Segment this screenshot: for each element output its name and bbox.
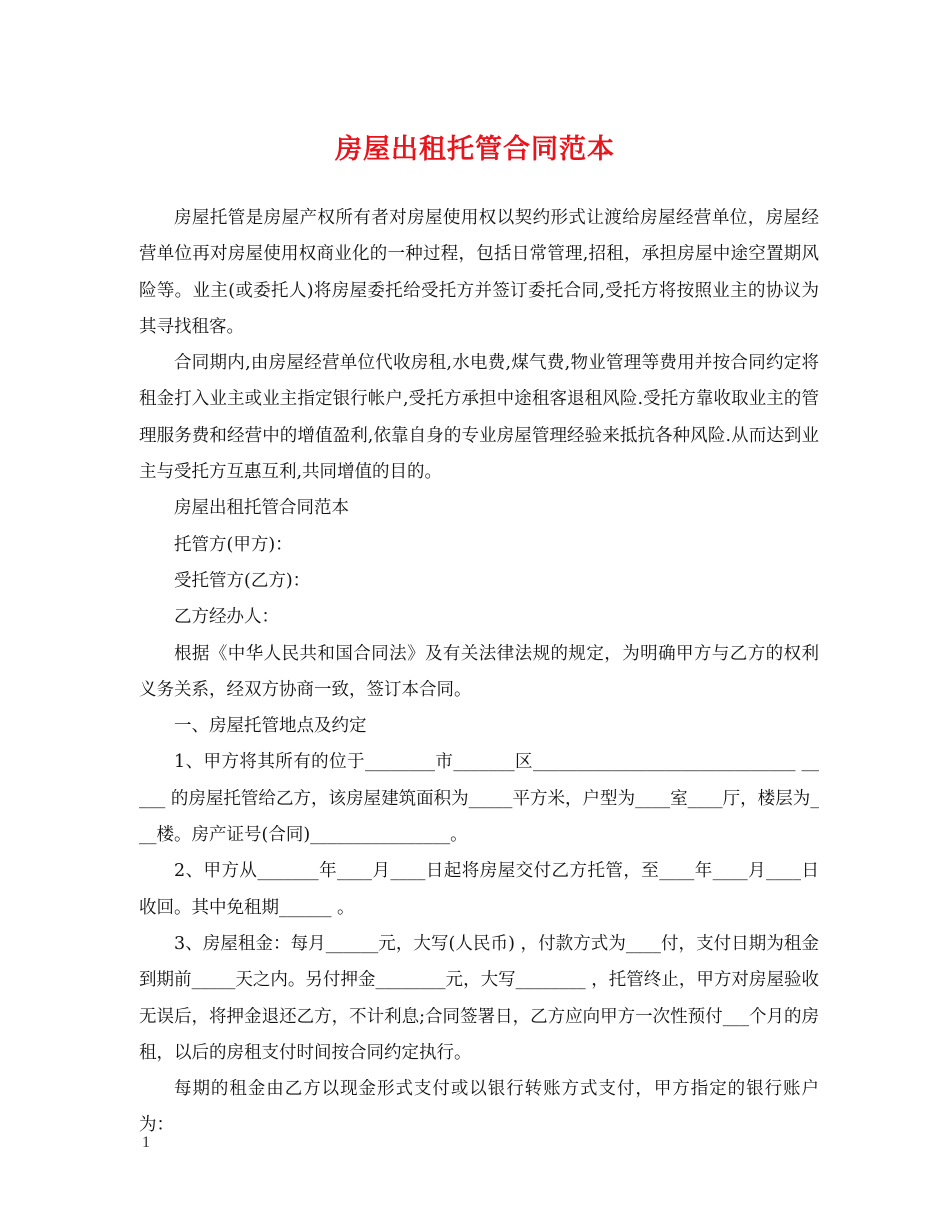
section-heading-location: 一、房屋托管地点及约定 — [174, 716, 367, 737]
clause-2: 2、甲方从_______年____月____日起将房屋交付乙方托管，至____年____月____日收回。其中免租期______ 。 — [139, 861, 819, 918]
page-number: 1 — [142, 1134, 150, 1151]
paragraph-contract-period: 合同期内,由房屋经营单位代收房租,水电费,煤气费,物业管理等费用并按合同约定将租金打入业主或业主指定银行帐户,受托方承担中途租客退租风险.受托方靠收取业主的管理服务费和经营中的增值盈利,依靠自身的专业房屋管理经验来抵抗各种风险.从而达到业主与受托方互惠互利,共同增值的目的。 — [139, 353, 819, 483]
paragraph-intro: 房屋托管是房屋产权所有者对房屋使用权以契约形式让渡给房屋经营单位，房屋经营单位再对房屋使用权商业化的一种过程，包括日常管理,招租，承担房屋中途空置期风险等。业主(或委托人)将房屋委托给受托方并签订委托合同,受托方将按照业主的协议为其寻找租客。 — [139, 208, 819, 337]
paragraph-party-b: 受托管方(乙方)： — [174, 570, 311, 591]
paragraph-payment-method: 每期的租金由乙方以现金形式支付或以银行转账方式支付，甲方指定的银行账户为： — [139, 1079, 819, 1136]
paragraph-party-a: 托管方(甲方)： — [174, 534, 293, 555]
document-body — [139, 200, 819, 1144]
clause-3: 3、房屋租金：每月______元，大写(人民币) ，付款方式为____付，支付日期为租金到期前_____天之内。另付押金________元，大写________ ，托管终止，甲方对房屋验收无误后，将押金退还乙方，不计利息;合同签署日，乙方应向甲方一次性预付___个月的房租，以后的房租支付时间按合同约定执行。 — [139, 933, 819, 1063]
paragraph-party-b-agent: 乙方经办人： — [174, 607, 279, 628]
paragraph-contract-title: 房屋出租托管合同范本 — [174, 498, 349, 519]
paragraph-legal-basis: 根据《中华人民共和国合同法》及有关法律法规的规定，为明确甲方与乙方的权利义务关系，经双方协商一致，签订本合同。 — [139, 643, 819, 700]
document-title: 房屋出租托管合同范本 — [335, 134, 615, 165]
clause-1: 1、甲方将其所有的位于________市_______区______________________________ _____ 的房屋托管给乙方，该房屋建筑面积为_____平方米，户型为____室____厅，楼层为___楼。房产证号(合同)________________。 — [139, 752, 819, 846]
